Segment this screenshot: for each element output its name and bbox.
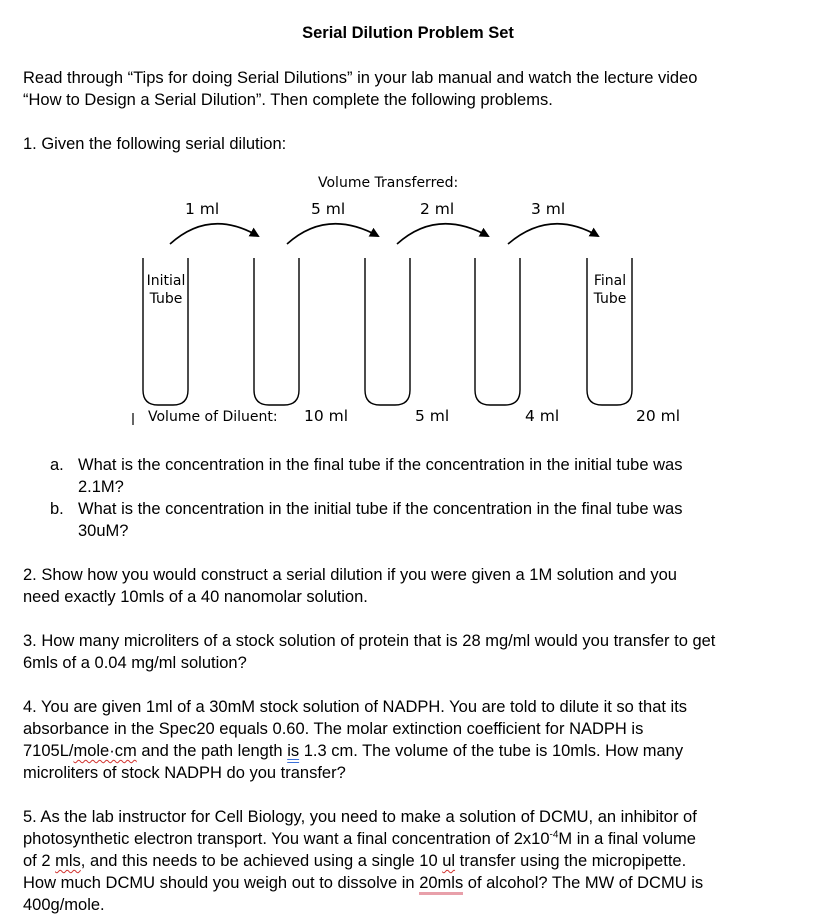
question-4-line-3-part-e: 1.3 cm. The volume of the tube is 10mls. How many xyxy=(299,742,684,760)
spellcheck-underline-ul: ul xyxy=(442,852,456,870)
question-4-line-3-part-c: and the path length xyxy=(136,742,288,760)
intro-line-2: “How to Design a Serial Dilution”. Then complete the following problems. xyxy=(23,91,553,109)
question-5-line-2-text: photosynthetic electron transport. You want a final concentration of 2x10 xyxy=(23,830,550,848)
question-5-line-1: 5. As the lab instructor for Cell Biology, you need to make a solution of DCMU, an inhibitor of xyxy=(23,808,697,826)
transfer-arrow-4 xyxy=(508,224,598,244)
final-tube-label-line-2: Tube xyxy=(593,291,627,307)
question-5 xyxy=(23,806,798,916)
initial-tube-label xyxy=(145,272,187,308)
tube-2 xyxy=(254,258,299,405)
question-1a-label: a. xyxy=(50,456,64,474)
serial-dilution-diagram xyxy=(0,0,816,440)
intro-line-1: Read through “Tips for doing Serial Dilutions” in your lab manual and watch the lecture video xyxy=(23,69,698,87)
question-4-line-4: microliters of stock NADPH do you transfer? xyxy=(23,764,346,782)
question-1a xyxy=(50,454,780,498)
question-5-line-4 xyxy=(23,872,798,894)
question-3-line-1: 3. How many microliters of a stock solution of protein that is 28 mg/ml would you transfer to get xyxy=(23,632,716,650)
question-5-line-3-part-a: of 2 xyxy=(23,852,56,870)
spellcheck-underline-mls: mls xyxy=(55,852,81,870)
question-1b-line-1: What is the concentration in the initial tube if the concentration in the final tube was xyxy=(78,500,683,518)
initial-tube-label-line-2: Tube xyxy=(149,291,183,307)
question-5-line-4-part-c: of alcohol? The MW of DCMU is xyxy=(463,874,704,892)
question-5-line-4-part-a: How much DCMU should you weigh out to dissolve in xyxy=(23,874,420,892)
tube-4 xyxy=(475,258,520,405)
question-4-line-1: 4. You are given 1ml of a 30mM stock solution of NADPH. You are told to dilute it so that its xyxy=(23,698,688,716)
grammar-underline-is: is xyxy=(287,742,300,760)
spellcheck-underline-mole-cm: mole·cm xyxy=(73,742,137,760)
question-1b xyxy=(50,498,780,542)
diluent-volume-1: 10 ml xyxy=(304,407,349,425)
question-5-line-5: 400g/mole. xyxy=(23,896,105,914)
question-4-line-3 xyxy=(23,740,798,762)
question-1b-label: b. xyxy=(50,500,64,518)
transfer-volume-3: 2 ml xyxy=(420,200,455,218)
transfer-arrow-2 xyxy=(287,224,378,244)
transfer-arrow-3 xyxy=(397,224,488,244)
question-3-line-2: 6mls of a 0.04 mg/ml solution? xyxy=(23,654,247,672)
transfer-volume-2: 5 ml xyxy=(311,200,346,218)
question-5-line-2 xyxy=(23,828,798,850)
question-4 xyxy=(23,696,798,784)
question-1a-line-1: What is the concentration in the final tube if the concentration in the initial tube was xyxy=(78,456,683,474)
question-5-line-2-end: M in a final volume xyxy=(558,830,696,848)
question-5-line-3 xyxy=(23,850,798,872)
final-tube-label-line-1: Final xyxy=(593,273,627,289)
question-3 xyxy=(23,630,798,674)
diluent-volume-4: 20 ml xyxy=(636,407,681,425)
volume-of-diluent-label: Volume of Diluent: xyxy=(148,409,278,425)
transfer-volume-1: 1 ml xyxy=(185,200,220,218)
question-5-line-3-part-e: transfer using the micropipette. xyxy=(455,852,687,870)
question-4-line-2: absorbance in the Spec20 equals 0.60. The molar extinction coefficient for NADPH is xyxy=(23,720,644,738)
volume-transferred-label: Volume Transferred: xyxy=(318,175,459,191)
question-1a-line-2: 2.1M? xyxy=(78,478,124,496)
final-tube-label xyxy=(589,272,631,308)
highlighted-20mls: 20mls xyxy=(419,874,463,895)
question-5-line-3-part-c: , and this needs to be achieved using a single 10 xyxy=(80,852,443,870)
question-2-line-1: 2. Show how you would construct a serial dilution if you were given a 1M solution and you xyxy=(23,566,677,584)
page-title: Serial Dilution Problem Set xyxy=(302,24,514,42)
question-1-heading: 1. Given the following serial dilution: xyxy=(23,135,287,153)
diluent-volume-2: 5 ml xyxy=(415,407,450,425)
tube-3 xyxy=(365,258,410,405)
question-4-line-3-part-a: 7105L/ xyxy=(23,742,74,760)
transfer-arrow-1 xyxy=(170,224,258,244)
diluent-volume-3: 4 ml xyxy=(525,407,560,425)
question-2-line-2: need exactly 10mls of a 40 nanomolar solution. xyxy=(23,588,368,606)
transfer-volume-4: 3 ml xyxy=(531,200,566,218)
exponent-superscript: -4 xyxy=(549,829,559,841)
question-2 xyxy=(23,564,798,608)
initial-tube-label-line-1: Initial xyxy=(146,273,186,289)
question-1b-line-2: 30uM? xyxy=(78,522,129,540)
